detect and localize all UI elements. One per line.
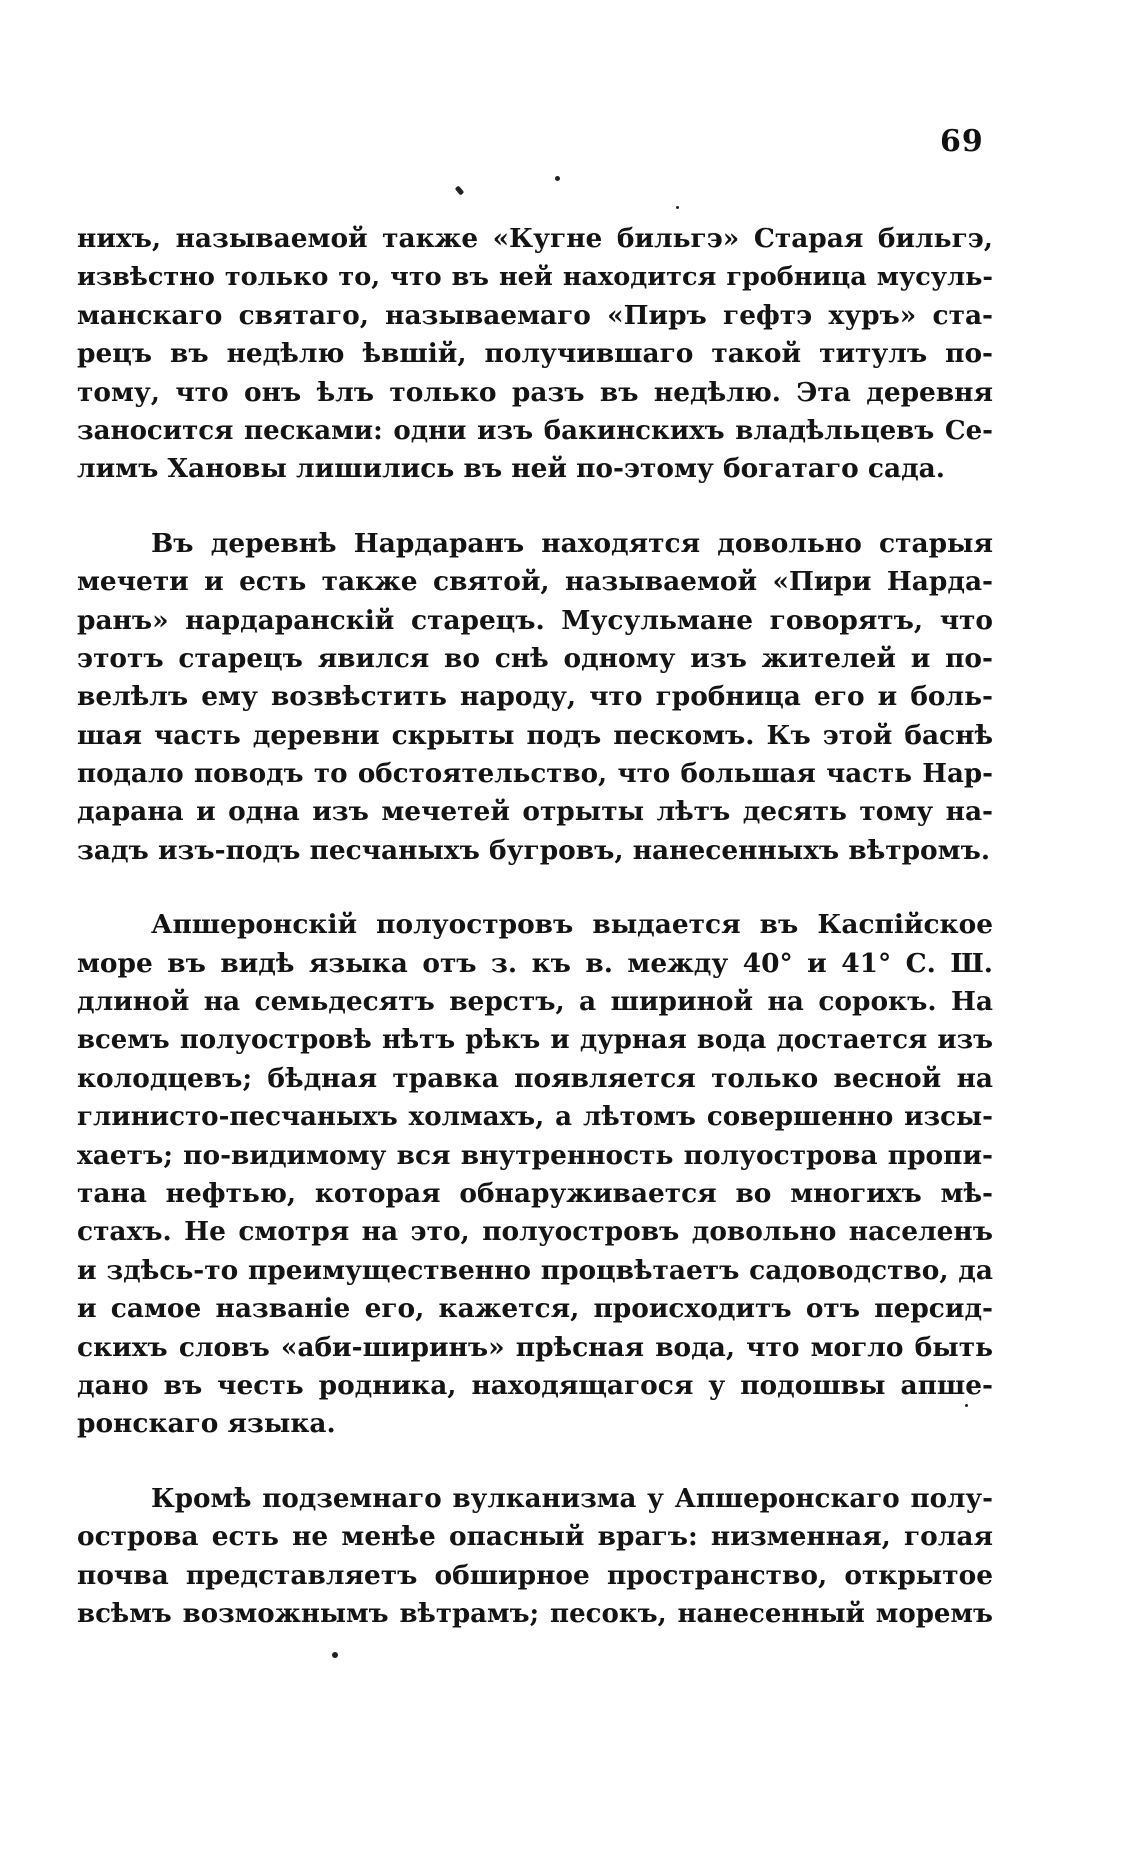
print-speck	[332, 1652, 338, 1658]
text-line: лимъ Хановы лишились въ ней по-этому богатаго сада.	[77, 453, 945, 485]
text-line: дано въ честь родника, находящагося у подошвы апше-	[77, 1369, 993, 1401]
text-line: нихъ, называемой также «Кугне бильгэ» Старая бильгэ,	[77, 223, 993, 254]
text-line: стахъ. Не смотря на это, полуостровъ довольно населенъ	[77, 1216, 993, 1248]
print-speck	[555, 176, 560, 181]
paragraph-1	[77, 220, 993, 489]
text-line: всемъ полуостровѣ нѣтъ рѣкъ и дурная вода достается изъ	[77, 1025, 993, 1056]
text-line: рецъ въ недѣлю ѣвшій, получившаго такой титулъ по-	[77, 338, 993, 370]
text-line: подало поводъ то обстоятельство, что большая часть Нар-	[77, 758, 993, 790]
text-line: Апшеронскій полуостровъ выдается въ Каспійское	[151, 909, 993, 941]
text-line: дарана и одна изъ мечетей отрыты лѣтъ десять тому на-	[77, 796, 993, 828]
body-text	[77, 220, 993, 1633]
text-line: острова есть не менѣе опасный врагъ: низменная, голая	[77, 1521, 993, 1553]
text-line: тому, что онъ ѣлъ только разъ въ недѣлю. Эта деревня	[77, 376, 993, 408]
paragraph-2	[77, 525, 993, 871]
text-line: колодцевъ; бѣдная травка появляется только весной на	[77, 1062, 993, 1094]
paragraph-gap	[77, 489, 993, 525]
text-line: почва представляетъ обширное пространство, открытое	[77, 1559, 993, 1591]
text-line: глинисто-песчаныхъ холмахъ, а лѣтомъ совершенно изсы-	[77, 1102, 993, 1133]
text-line: хаетъ; по-видимому вся внутренность полуострова пропи-	[77, 1139, 993, 1171]
text-line: манскаго святаго, называемаго «Пиръ гефтэ хуръ» ста-	[77, 299, 993, 331]
text-line: ронскаго языка.	[77, 1408, 336, 1440]
paragraph-4	[77, 1480, 993, 1634]
paragraph-3	[77, 906, 993, 1443]
page-number: 69	[940, 124, 984, 159]
print-speck	[455, 185, 465, 195]
print-speck	[676, 206, 679, 209]
text-line: море въ видѣ языка отъ з. къ в. между 40° и 41° С. Ш.	[77, 947, 993, 979]
text-line: велѣлъ ему возвѣстить народу, что гробница его и боль-	[77, 681, 993, 713]
text-line: Въ деревнѣ Нардаранъ находятся довольно старыя	[151, 527, 993, 559]
paragraph-gap	[77, 1444, 993, 1480]
text-line: ранъ» нардаранскій старецъ. Мусульмане говорятъ, что	[77, 604, 993, 636]
text-line: заносится песками: одни изъ бакинскихъ владѣльцевъ Се-	[77, 415, 993, 446]
text-line: скихъ словъ «аби-ширинъ» прѣсная вода, что могло быть	[77, 1331, 993, 1363]
text-line: задъ изъ-подъ песчаныхъ бугровъ, нанесенныхъ вѣтромъ.	[77, 834, 991, 866]
text-line: тана нефтью, которая обнаруживается во многихъ мѣ-	[77, 1177, 993, 1209]
text-line: этотъ старецъ явился во снѣ одному изъ жителей и по-	[77, 642, 993, 674]
text-line: и здѣсь-то преимущественно процвѣтаетъ садоводство, да	[77, 1254, 993, 1286]
paragraph-gap	[77, 870, 993, 906]
text-line: мечети и есть также святой, называемой «Пири Нарда-	[77, 566, 993, 598]
text-line: Кромѣ подземнаго вулканизма у Апшеронскаго полу-	[151, 1482, 993, 1514]
text-line: длиной на семьдесятъ верстъ, а шириной на сорокъ. На	[77, 986, 993, 1018]
text-line: всѣмъ возможнымъ вѣтрамъ; песокъ, нанесенный моремъ	[77, 1598, 993, 1629]
text-line: и самое названіе его, кажется, происходитъ отъ персид-	[77, 1293, 993, 1325]
text-line: шая часть деревни скрыты подъ пескомъ. Къ этой баснѣ	[77, 719, 993, 751]
text-line: извѣстно только то, что въ ней находится гробница мусуль-	[77, 262, 993, 293]
